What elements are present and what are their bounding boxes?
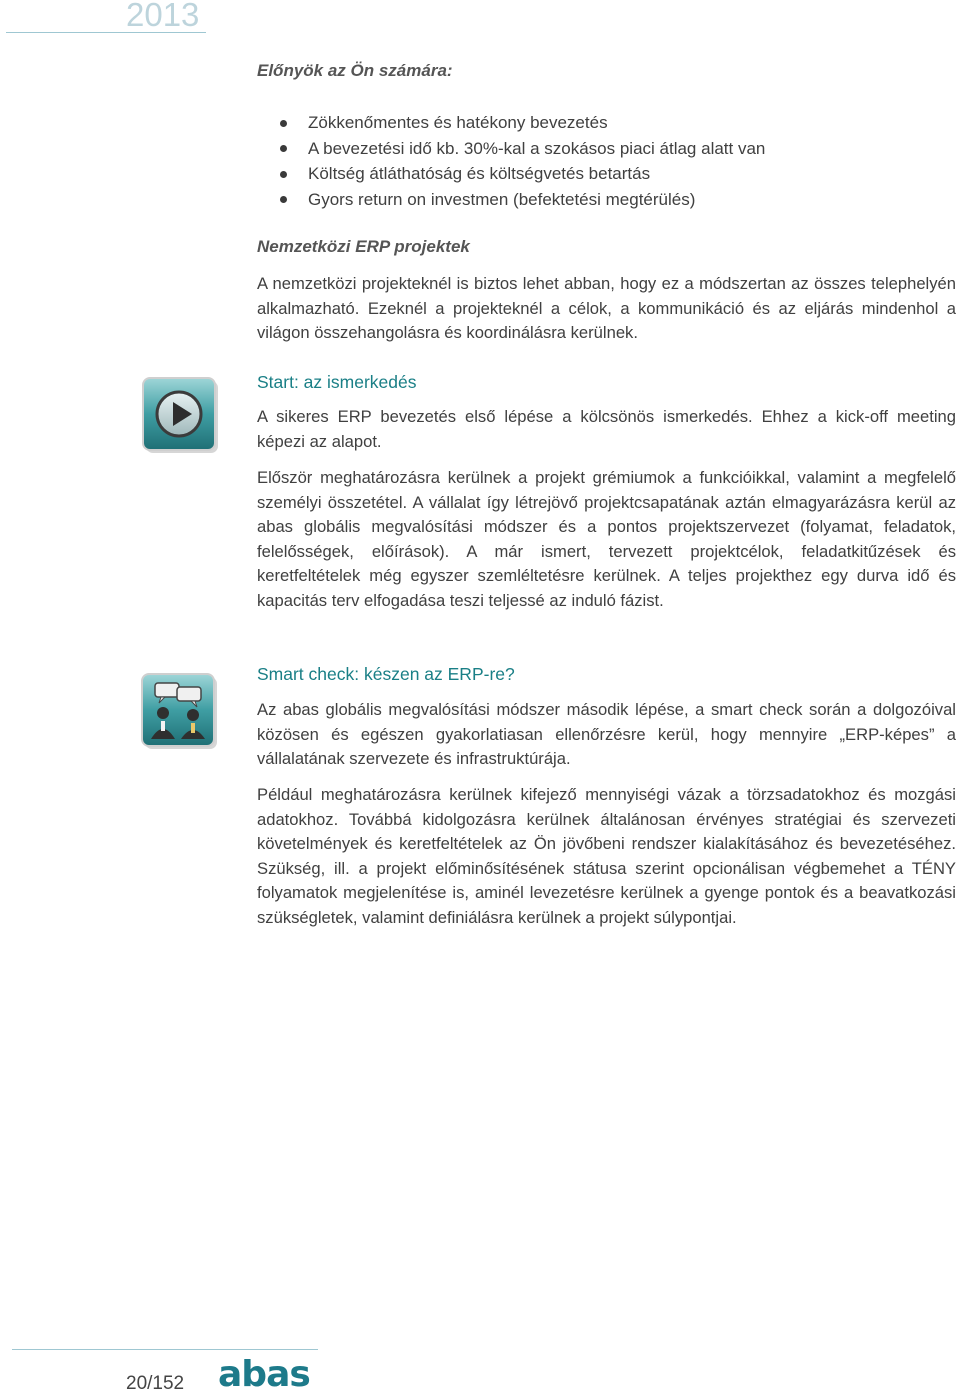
- list-item: Gyors return on investmen (befektetési megtérülés): [280, 187, 765, 213]
- list-item: A bevezetési idő kb. 30%-kal a szokásos piaci átlag alatt van: [280, 136, 765, 162]
- footer-rule: [12, 1349, 318, 1350]
- bullet-icon: [280, 196, 287, 203]
- smartcheck-paragraph-1: Az abas globális megvalósítási módszer második lépése, a smart check során a dolgozóival közösen és egészen gyakorlatiasan ellenőrzésre kerül, hogy mennyire „ERP-képes” a vállalatának szervezete és infrastruktúrája.: [257, 700, 956, 769]
- international-text: A nemzetközi projekteknél is biztos lehet abban, hogy ez a módszertan az összes telephelyén alkalmazható. Ezeknél a projekteknél a célok, a kommunikáció és az eljárás mindenhol a világon összehangolásra és koordinálásra kerülnek.: [257, 274, 956, 343]
- svg-text:abas: abas: [218, 1356, 310, 1392]
- bullet-icon: [280, 145, 287, 152]
- list-item: Költség átláthatóság és költségvetés betartás: [280, 161, 765, 187]
- start-heading: Start: az ismerkedés: [257, 372, 417, 392]
- bullet-icon: [280, 120, 287, 127]
- page-number: 20/152: [126, 1373, 185, 1394]
- bullet-icon: [280, 171, 287, 178]
- smartcheck-paragraph-2: Például meghatározásra kerülnek kifejező mennyiségi vázak a törzsadatokhoz és mozgási adatokhoz. Továbbá kidolgozásra kerülnek általánosan érvényes stratégiai és szervezeti követelmények és keretfeltételek az Ön jövőbeni rendszer kialakításához és bevezetéséhez. Szükség, ill. a projekt előminősítésének státusa szerint opcionálisan végbemehet a TÉNY folyamatok megjelenítése is, aminél levezetésre kerülnek a gyenge pontok és a beavatkozási szükségletek, valamint definiálásra kerülnek a projekt súlypontjai.: [257, 785, 956, 927]
- abas-logo: [218, 1356, 326, 1397]
- list-item: Zökkenőmentes és hatékony bevezetés: [280, 110, 765, 136]
- international-heading: Nemzetközi ERP projektek: [257, 237, 470, 256]
- benefits-heading: Előnyök az Ön számára:: [257, 61, 453, 80]
- smartcheck-heading: Smart check: készen az ERP-re?: [257, 664, 515, 684]
- header-rule: [6, 32, 206, 33]
- start-paragraph-2: Először meghatározásra kerülnek a projekt grémiumok a funkcióikkal, valamint a megfelelő személyi összetétel. A vállalat így létrejövő projektcsapatának aztán elmagyarázásra kerül az abas globális megvalósítási módszer és a pontos projektszervezet (folyamat, feladatok, felelősségek, előírások). A már ismert, tervezett projektcélok, feladatkitűzések és keretfeltételek még egyszer szemléltetésre kerülnek. A teljes projekthez egy durva idő és kapacitás terv elfogadása teszi teljessé az induló fázist.: [257, 468, 956, 610]
- play-icon: [142, 377, 220, 460]
- benefits-list: [280, 110, 765, 212]
- start-paragraph-1: A sikeres ERP bevezetés első lépése a kölcsönös ismerkedés. Ehhez a kick-off meeting képezi az alapot.: [257, 407, 956, 451]
- header-year: 2013: [126, 0, 200, 33]
- people-chat-icon: [141, 673, 219, 756]
